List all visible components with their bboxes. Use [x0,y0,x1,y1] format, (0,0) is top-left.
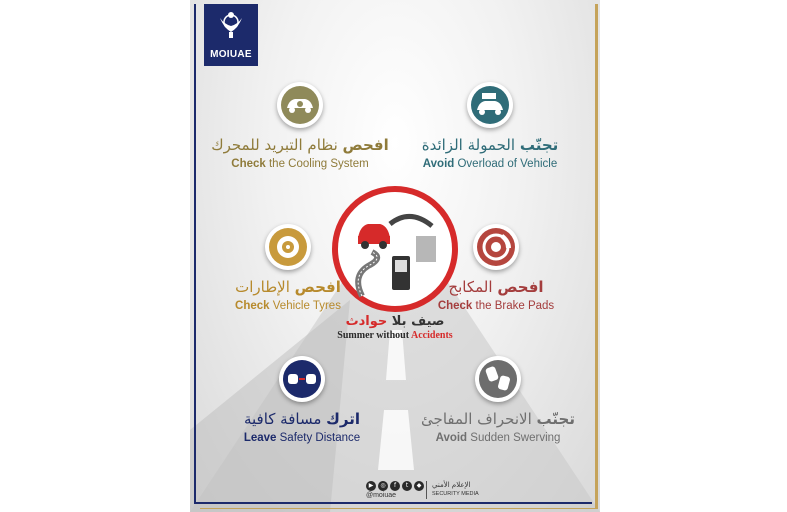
tip-brakes-ar: افحص المكابح [448,278,544,296]
swerving-cars-icon [475,356,521,402]
brake-disc-icon [473,224,519,270]
falcon-emblem-icon [218,10,244,40]
twitter-icon[interactable]: t [402,481,412,491]
facebook-icon[interactable]: f [390,481,400,491]
tip-cooling-ar: افحص نظام التبريد للمحرك [211,136,389,154]
tip-tyres-en: Check Vehicle Tyres [235,300,341,312]
youtube-icon[interactable]: ▶ [366,481,376,491]
security-media-ar: الإعلام الأمني [432,481,471,489]
safety-poster [190,0,600,512]
tyre-icon [265,224,311,270]
security-media-en: SECURITY MEDIA [432,491,479,497]
distance-cars-icon [279,356,325,402]
tip-sudden-swerving [398,356,598,445]
instagram-icon[interactable]: ◎ [378,481,388,491]
car-radiator-icon [277,82,323,128]
snapchat-icon[interactable]: ◆ [414,481,424,491]
footer [360,479,510,501]
moiuae-logo [204,4,258,66]
campaign-title-en: Summer without Accidents [337,330,453,341]
tip-distance-en: Leave Safety Distance [243,432,361,444]
tip-brakes-en: Check the Brake Pads [437,300,555,312]
no-accidents-sign [332,186,458,312]
tip-avoid-overload [390,82,590,171]
campaign-title-ar: صيف بلا حوادث [345,314,445,329]
overloaded-car-icon [467,82,513,128]
tip-cooling-system [200,82,400,171]
campaign-title [320,314,470,341]
social-handle: @moiuae [366,492,397,499]
logo-text: MOIUAE [210,49,252,60]
tip-tyres-ar: افحص الإطارات [235,278,341,296]
tip-overload-en: Avoid Overload of Vehicle [422,158,558,170]
tip-swerving-en: Avoid Sudden Swerving [435,432,561,444]
tip-cooling-en: Check the Cooling System [231,158,369,170]
tip-safety-distance [202,356,402,445]
tip-swerving-ar: تجنّب الانحراف المفاجئ [421,410,575,428]
tip-distance-ar: اترك مسافة كافية [243,410,361,428]
tip-overload-ar: تجنّب الحمولة الزائدة [421,136,559,154]
social-icons [366,481,424,491]
footer-divider [426,481,427,499]
